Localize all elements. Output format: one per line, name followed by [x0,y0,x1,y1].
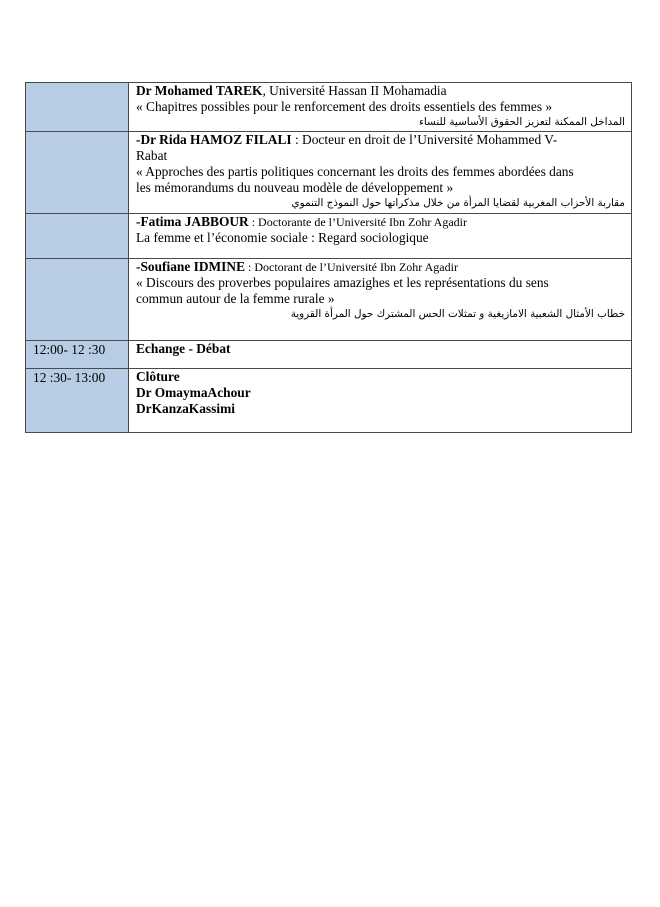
time-cell [26,214,129,259]
table-row [26,83,632,132]
time-cell [26,132,129,214]
time-slot [33,214,122,215]
talk-title-arabic: مقاربة الأحزاب المغربية لقضايا المرأة من خلال مذكراتها حول النموذج التنموي [291,197,625,209]
time-slot: 12 :30- 13:00 [33,370,106,385]
session-cell [129,369,632,433]
closing-speaker: DrKanzaKassimi [136,401,235,416]
talk-title-arabic: المداخل الممكنة لتعزيز الحقوق الأساسية للنساء [419,116,625,128]
program-table [25,82,632,433]
table-row [26,259,632,341]
talk-title: « Approches des partis politiques concernant les droits des femmes abordées dans [136,164,574,179]
time-cell [26,369,129,433]
speaker-name: -Dr Rida HAMOZ FILALI [136,132,292,147]
table-row [26,132,632,214]
speaker-affiliation: , Université Hassan II Mohamadia [262,83,447,98]
speaker-name: Dr Mohamed TAREK [136,83,263,98]
debate-label: Echange - Débat [136,341,231,356]
talk-title-arabic: خطاب الأمثال الشعبية الامازيغية و تمثلات الحس المشترك حول المرأة القروية [290,308,625,320]
speaker-name: -Soufiane IDMINE [136,259,245,274]
session-cell [129,214,632,259]
time-cell [26,83,129,132]
talk-title: « Discours des proverbes populaires amazighes et les représentations du sens [136,275,549,290]
table-row [26,214,632,259]
session-cell [129,132,632,214]
time-slot [33,132,122,133]
speaker-affiliation: : Docteur en droit de l’Université Mohammed V- [291,132,558,147]
closing-speaker: Dr OmaymaAchour [136,385,251,400]
speaker-affiliation: : Doctorant de l’Université Ibn Zohr Agadir [245,260,458,274]
time-cell [26,259,129,341]
session-cell [129,83,632,132]
time-slot [33,83,122,84]
speaker-affiliation-continued: Rabat [136,148,168,163]
closing-label: Clôture [136,369,180,384]
time-slot [33,259,122,260]
speaker-name: -Fatima JABBOUR [136,214,249,229]
talk-title: La femme et l’économie sociale : Regard sociologique [136,230,429,245]
session-cell [129,341,632,369]
talk-title-continued: commun autour de la femme rurale » [136,291,335,306]
talk-title-continued: les mémorandums du nouveau modèle de développement » [136,180,454,195]
session-cell [129,259,632,341]
talk-title: « Chapitres possibles pour le renforcement des droits essentiels des femmes » [136,99,553,114]
time-cell [26,341,129,369]
table-row [26,369,632,433]
time-slot: 12:00- 12 :30 [33,342,106,357]
table-row [26,341,632,369]
speaker-affiliation: : Doctorante de l’Université Ibn Zohr Agadir [248,215,467,229]
